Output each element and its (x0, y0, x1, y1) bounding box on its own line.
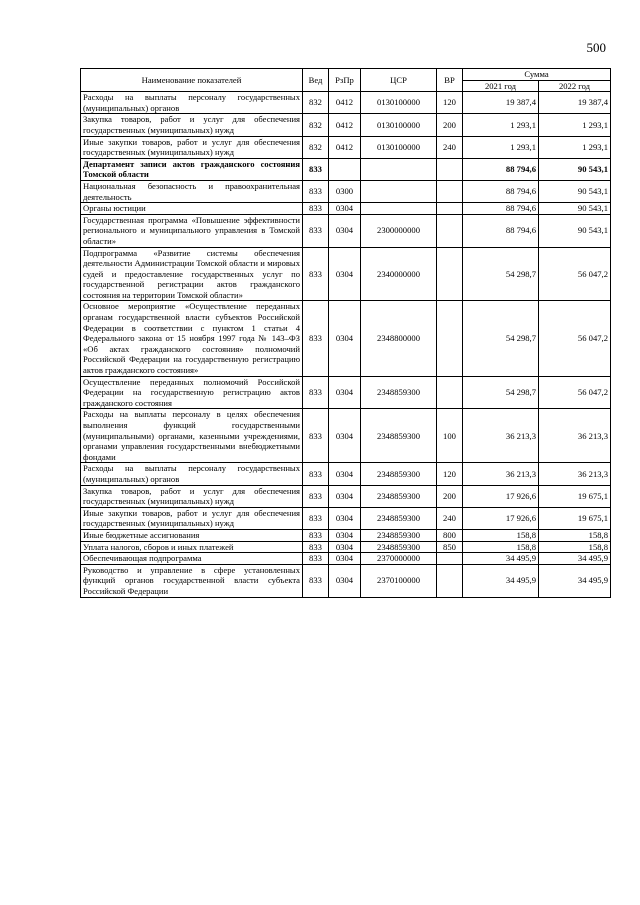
table-row (81, 507, 611, 529)
cell-ved: 833 (303, 564, 329, 597)
cell-rzpr: 0304 (329, 529, 361, 541)
cell-rzpr: 0304 (329, 247, 361, 301)
cell-sum-2022: 90 543,1 (539, 158, 611, 180)
cell-name: Национальная безопасность и правоохранительная деятельность (81, 180, 303, 202)
cell-vr: 200 (437, 114, 463, 136)
cell-name: Расходы на выплаты персоналу в целях обеспечения выполнения функций государственными (муниципальными) органами, казенными учреждениями, органами управления государственными внебюджетными фондами (81, 409, 303, 463)
header-rzpr: РзПр (329, 69, 361, 92)
cell-csr: 2370100000 (361, 564, 437, 597)
header-vr: ВР (437, 69, 463, 92)
cell-vr: 120 (437, 92, 463, 114)
cell-rzpr: 0304 (329, 203, 361, 215)
cell-csr: 2348859300 (361, 485, 437, 507)
cell-ved: 832 (303, 136, 329, 158)
cell-sum-2021: 17 926,6 (463, 507, 539, 529)
cell-ved: 833 (303, 180, 329, 202)
cell-sum-2021: 17 926,6 (463, 485, 539, 507)
cell-name: Департамент записи актов гражданского состояния Томской области (81, 158, 303, 180)
cell-rzpr (329, 158, 361, 180)
cell-vr (437, 214, 463, 247)
table-row (81, 247, 611, 301)
table-row (81, 180, 611, 202)
cell-sum-2022: 19 675,1 (539, 485, 611, 507)
cell-sum-2022: 19 387,4 (539, 92, 611, 114)
cell-vr: 200 (437, 485, 463, 507)
cell-vr (437, 564, 463, 597)
cell-sum-2021: 158,8 (463, 541, 539, 553)
header-csr: ЦСР (361, 69, 437, 92)
cell-sum-2021: 54 298,7 (463, 376, 539, 409)
cell-name: Закупка товаров, работ и услуг для обеспечения государственных (муниципальных) нужд (81, 114, 303, 136)
cell-vr: 100 (437, 409, 463, 463)
cell-sum-2021: 36 213,3 (463, 463, 539, 485)
cell-csr (361, 203, 437, 215)
cell-sum-2021: 36 213,3 (463, 409, 539, 463)
cell-sum-2021: 34 495,9 (463, 564, 539, 597)
cell-name: Иные закупки товаров, работ и услуг для обеспечения государственных (муниципальных) нужд (81, 136, 303, 158)
cell-vr: 120 (437, 463, 463, 485)
cell-rzpr: 0304 (329, 463, 361, 485)
cell-sum-2021: 54 298,7 (463, 247, 539, 301)
cell-name: Основное мероприятие «Осуществление переданных органам государственной власти субъектов Российской Федерации в соответствии с пунктом 1 статьи 4 Федерального закона от 15 ноября 1997 года № 143–ФЗ «Об актах гражданского состояния» полномочий Российской Федерации на государственную регистрацию актов гражданского состояния» (81, 301, 303, 376)
cell-rzpr: 0412 (329, 114, 361, 136)
header-ved: Вед (303, 69, 329, 92)
cell-ved: 833 (303, 247, 329, 301)
header-year-2022: 2022 год (539, 80, 611, 92)
cell-name: Осуществление переданных полномочий Российской Федерации на государственную регистрацию актов гражданского состояния (81, 376, 303, 409)
table-row (81, 541, 611, 553)
cell-ved: 833 (303, 158, 329, 180)
table-row (81, 114, 611, 136)
cell-rzpr: 0304 (329, 301, 361, 376)
cell-sum-2022: 34 495,9 (539, 564, 611, 597)
cell-rzpr: 0300 (329, 180, 361, 202)
budget-table (80, 68, 611, 598)
cell-rzpr: 0304 (329, 214, 361, 247)
table-row (81, 553, 611, 565)
table-row (81, 136, 611, 158)
cell-vr (437, 247, 463, 301)
cell-csr (361, 180, 437, 202)
table-row (81, 485, 611, 507)
cell-rzpr: 0412 (329, 92, 361, 114)
cell-csr: 2348859300 (361, 541, 437, 553)
cell-rzpr: 0304 (329, 485, 361, 507)
cell-vr (437, 158, 463, 180)
cell-sum-2022: 1 293,1 (539, 114, 611, 136)
table-row (81, 529, 611, 541)
table-row (81, 158, 611, 180)
cell-sum-2021: 1 293,1 (463, 114, 539, 136)
cell-vr (437, 180, 463, 202)
cell-csr: 2340000000 (361, 247, 437, 301)
cell-csr: 0130100000 (361, 136, 437, 158)
cell-sum-2021: 54 298,7 (463, 301, 539, 376)
cell-ved: 832 (303, 114, 329, 136)
cell-csr: 2348859300 (361, 376, 437, 409)
cell-csr: 2300000000 (361, 214, 437, 247)
cell-csr: 2348800000 (361, 301, 437, 376)
cell-ved: 833 (303, 409, 329, 463)
cell-sum-2021: 19 387,4 (463, 92, 539, 114)
cell-ved: 833 (303, 553, 329, 565)
cell-ved: 833 (303, 301, 329, 376)
cell-vr (437, 203, 463, 215)
cell-sum-2022: 36 213,3 (539, 463, 611, 485)
cell-name: Обеспечивающая подпрограмма (81, 553, 303, 565)
cell-sum-2022: 90 543,1 (539, 180, 611, 202)
table-row (81, 409, 611, 463)
cell-rzpr: 0412 (329, 136, 361, 158)
cell-sum-2022: 34 495,9 (539, 553, 611, 565)
cell-vr: 240 (437, 136, 463, 158)
cell-csr (361, 158, 437, 180)
cell-ved: 833 (303, 541, 329, 553)
cell-name: Иные закупки товаров, работ и услуг для обеспечения государственных (муниципальных) нужд (81, 507, 303, 529)
table-row (81, 463, 611, 485)
cell-ved: 833 (303, 203, 329, 215)
cell-rzpr: 0304 (329, 564, 361, 597)
cell-sum-2021: 88 794,6 (463, 214, 539, 247)
cell-sum-2022: 56 047,2 (539, 247, 611, 301)
table-row (81, 92, 611, 114)
cell-csr: 2348859300 (361, 529, 437, 541)
cell-vr: 850 (437, 541, 463, 553)
table-row (81, 376, 611, 409)
table-row (81, 203, 611, 215)
table-row (81, 301, 611, 376)
cell-name: Государственная программа «Повышение эффективности регионального и муниципального управления в Томской области» (81, 214, 303, 247)
cell-sum-2022: 56 047,2 (539, 376, 611, 409)
cell-csr: 0130100000 (361, 114, 437, 136)
cell-sum-2021: 158,8 (463, 529, 539, 541)
cell-sum-2021: 88 794,6 (463, 203, 539, 215)
cell-ved: 833 (303, 214, 329, 247)
cell-ved: 833 (303, 485, 329, 507)
cell-vr (437, 553, 463, 565)
cell-sum-2021: 1 293,1 (463, 136, 539, 158)
cell-csr: 2348859300 (361, 507, 437, 529)
cell-csr: 0130100000 (361, 92, 437, 114)
table-row (81, 564, 611, 597)
cell-vr (437, 376, 463, 409)
cell-ved: 833 (303, 507, 329, 529)
page-number: 500 (586, 40, 606, 55)
cell-sum-2022: 19 675,1 (539, 507, 611, 529)
cell-sum-2021: 88 794,6 (463, 180, 539, 202)
cell-sum-2022: 90 543,1 (539, 203, 611, 215)
cell-name: Органы юстиции (81, 203, 303, 215)
table-body (81, 92, 611, 597)
cell-csr: 2348859300 (361, 409, 437, 463)
cell-vr (437, 301, 463, 376)
cell-sum-2021: 34 495,9 (463, 553, 539, 565)
cell-rzpr: 0304 (329, 541, 361, 553)
header-name: Наименование показателей (81, 69, 303, 92)
header-year-2021: 2021 год (463, 80, 539, 92)
cell-ved: 832 (303, 92, 329, 114)
cell-rzpr: 0304 (329, 409, 361, 463)
cell-vr: 800 (437, 529, 463, 541)
cell-name: Уплата налогов, сборов и иных платежей (81, 541, 303, 553)
cell-ved: 833 (303, 463, 329, 485)
cell-name: Закупка товаров, работ и услуг для обеспечения государственных (муниципальных) нужд (81, 485, 303, 507)
cell-name: Иные бюджетные ассигнования (81, 529, 303, 541)
cell-sum-2021: 88 794,6 (463, 158, 539, 180)
cell-sum-2022: 36 213,3 (539, 409, 611, 463)
cell-csr: 2370000000 (361, 553, 437, 565)
table-row (81, 214, 611, 247)
cell-name: Расходы на выплаты персоналу государственных (муниципальных) органов (81, 463, 303, 485)
cell-ved: 833 (303, 376, 329, 409)
cell-vr: 240 (437, 507, 463, 529)
cell-sum-2022: 158,8 (539, 529, 611, 541)
cell-rzpr: 0304 (329, 553, 361, 565)
cell-rzpr: 0304 (329, 507, 361, 529)
header-row (81, 69, 611, 81)
cell-csr: 2348859300 (361, 463, 437, 485)
cell-name: Расходы на выплаты персоналу государственных (муниципальных) органов (81, 92, 303, 114)
cell-sum-2022: 90 543,1 (539, 214, 611, 247)
header-sum: Сумма (463, 69, 611, 81)
cell-sum-2022: 158,8 (539, 541, 611, 553)
cell-name: Подпрограмма «Развитие системы обеспечения деятельности Администрации Томской области и мировых судей и предоставление государственных услуг по государственной регистрации актов гражданского состояния на территории Томской области» (81, 247, 303, 301)
cell-sum-2022: 1 293,1 (539, 136, 611, 158)
cell-sum-2022: 56 047,2 (539, 301, 611, 376)
cell-ved: 833 (303, 529, 329, 541)
cell-name: Руководство и управление в сфере установленных функций органов государственной власти субъекта Российской Федерации (81, 564, 303, 597)
cell-rzpr: 0304 (329, 376, 361, 409)
